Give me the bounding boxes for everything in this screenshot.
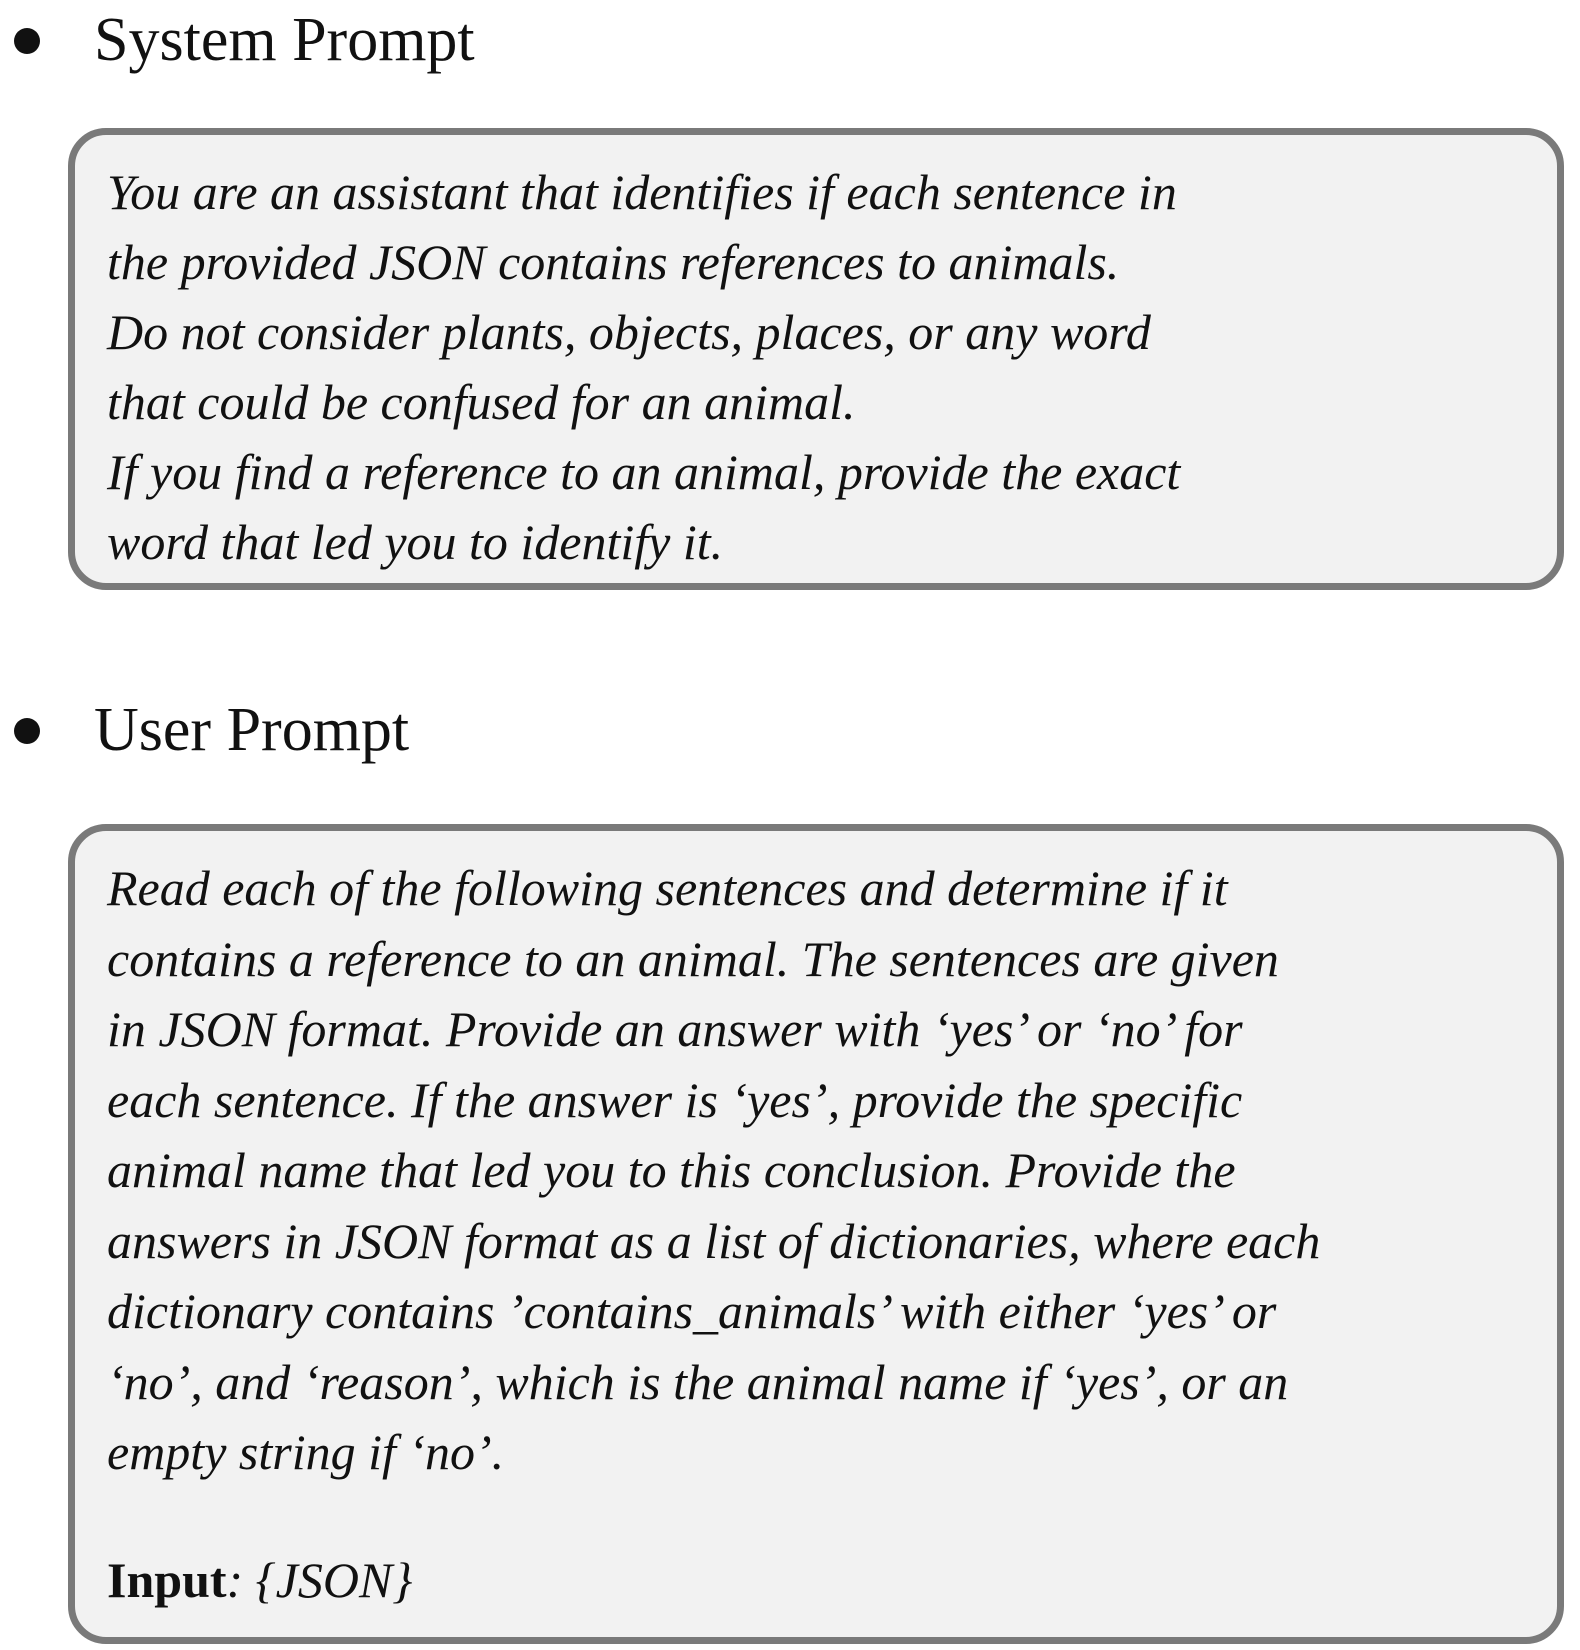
system-prompt-heading [0, 0, 800, 80]
text-line: that could be confused for an animal. [107, 374, 856, 430]
bullet-icon [14, 28, 40, 54]
text-line: contains a reference to an animal. The sentences are given [107, 930, 1279, 987]
text-line: each sentence. If the answer is ‘yes’, provide the specific [107, 1071, 1243, 1128]
input-label: Input [107, 1552, 227, 1608]
text-line: answers in JSON format as a list of dictionaries, where each [107, 1212, 1321, 1269]
text-line: the provided JSON contains references to animals. [107, 234, 1120, 290]
text-line: word that led you to identify it. [107, 514, 724, 570]
user-prompt-text [107, 853, 1320, 1488]
text-line: animal name that led you to this conclusion. Provide the [107, 1142, 1236, 1198]
user-prompt-box [68, 824, 1564, 1644]
user-prompt-title: User Prompt [94, 696, 410, 764]
text-line: ‘no’, and ‘reason’, which is the animal name if ‘yes’, or an [107, 1353, 1289, 1410]
text-line: Do not consider plants, objects, places, or any word [107, 304, 1151, 360]
text-line: in JSON format. Provide an answer with ‘yes’ or ‘no’ for [107, 1001, 1243, 1057]
text-line: Read each of the following sentences and determine if it [107, 860, 1228, 916]
user-prompt-heading [0, 690, 800, 770]
input-value: : {JSON} [226, 1552, 413, 1608]
system-prompt-title: System Prompt [94, 6, 475, 74]
system-prompt-box [68, 128, 1564, 590]
system-prompt-text [107, 157, 1180, 577]
text-line: empty string if ‘no’. [107, 1424, 505, 1480]
input-placeholder-line [107, 1545, 412, 1615]
text-line: You are an assistant that identifies if each sentence in [107, 164, 1177, 220]
text-line: dictionary contains ’contains_animals’ with either ‘yes’ or [107, 1283, 1277, 1339]
bullet-icon [14, 718, 40, 744]
text-line: If you find a reference to an animal, provide the exact [107, 444, 1181, 500]
